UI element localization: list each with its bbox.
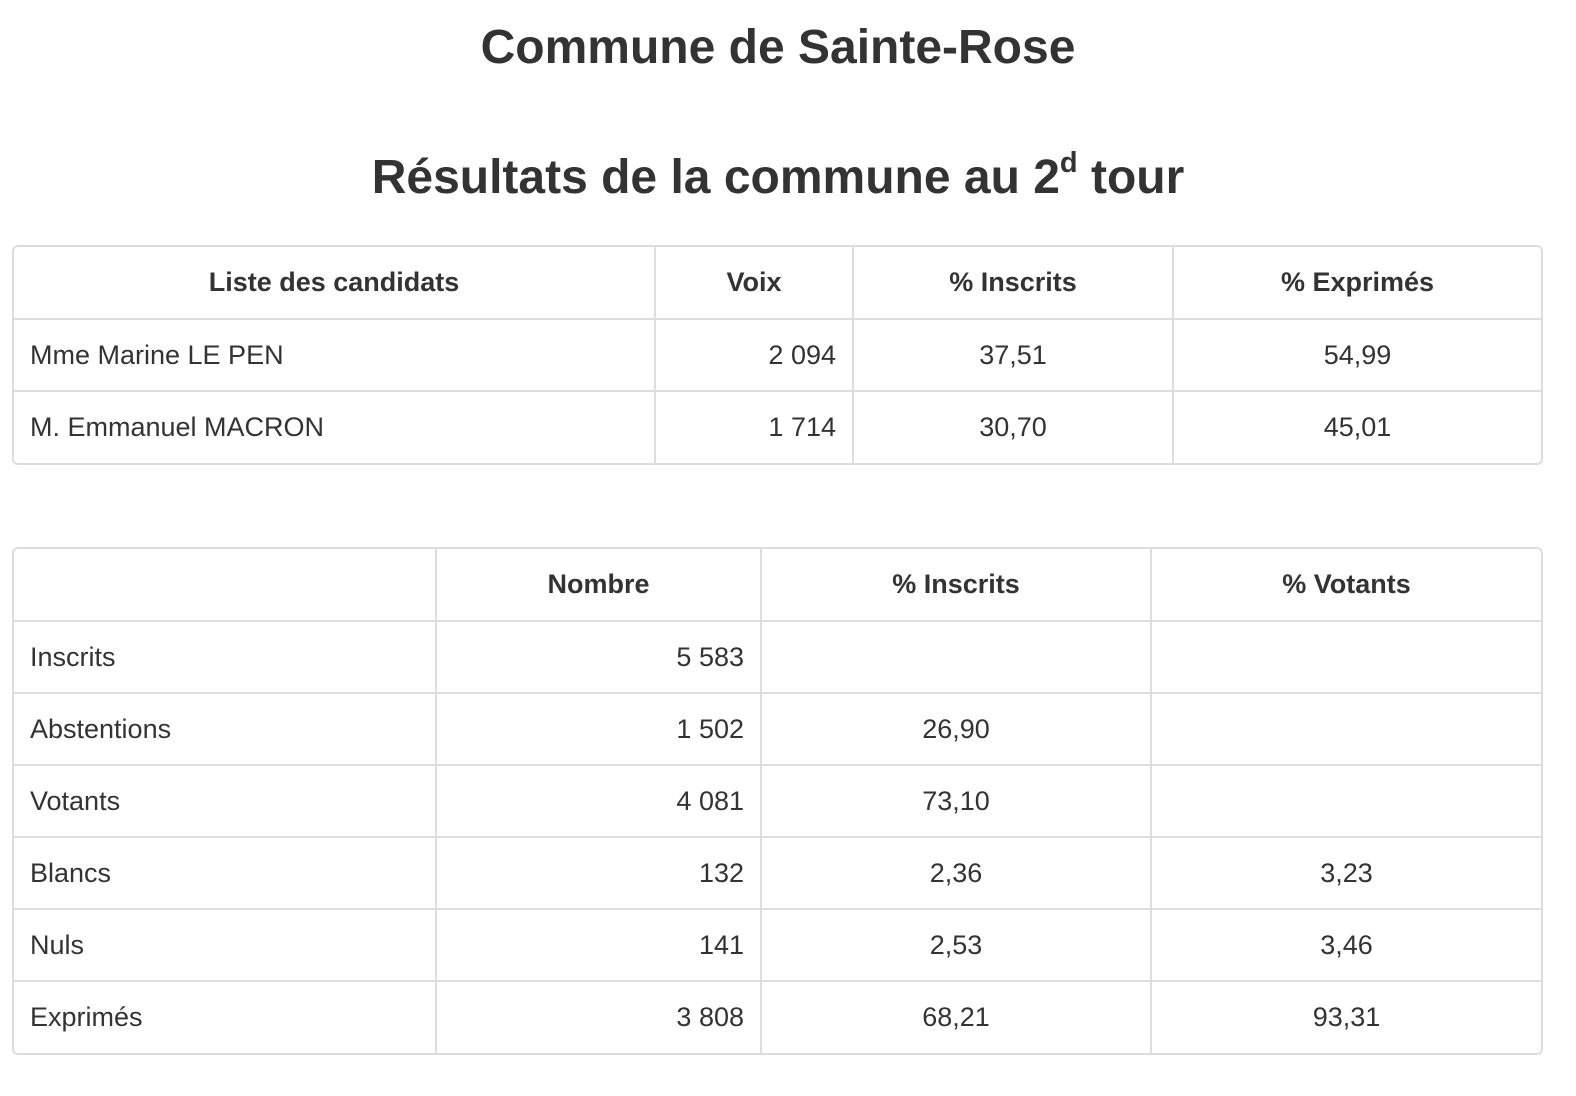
stat-pct-inscrits: 26,90 [761,693,1151,765]
stat-pct-votants [1151,693,1541,765]
stat-pct-inscrits: 2,36 [761,837,1151,909]
candidate-pct-inscrits: 37,51 [853,319,1173,391]
table-row [14,319,1541,391]
subtitle-end: tour [1077,151,1185,204]
column-header-pct-votants: % Votants [1151,549,1541,621]
subtitle-text: Résultats de la commune au 2 [371,151,1060,204]
table-row [14,693,1541,765]
page-title: Commune de Sainte-Rose [480,21,1076,74]
stat-pct-inscrits: 73,10 [761,765,1151,837]
stat-nombre: 3 808 [436,981,761,1053]
column-header-candidates: Liste des candidats [14,247,655,319]
stat-pct-inscrits [761,621,1151,693]
candidate-name: Mme Marine LE PEN [14,319,655,391]
stat-label: Votants [14,765,436,837]
table-row [14,909,1541,981]
table-row [14,981,1541,1053]
candidate-pct-exprimes: 45,01 [1323,412,1392,442]
stat-label: Inscrits [14,621,436,693]
table-row [14,391,1541,463]
stat-pct-inscrits: 68,21 [761,981,1151,1053]
candidate-voix: 2 094 [655,319,853,391]
column-header-pct-inscrits: % Inscrits [761,549,1151,621]
stat-pct-inscrits: 2,53 [761,909,1151,981]
column-header-voix: Voix [655,247,853,319]
column-header-pct-inscrits: % Inscrits [853,247,1173,319]
stat-nombre: 5 583 [436,621,761,693]
table-row [14,621,1541,693]
column-header-empty [14,549,436,621]
stat-nombre: 1 502 [436,693,761,765]
candidate-name: M. Emmanuel MACRON [14,391,655,463]
stat-pct-votants: 3,46 [1151,909,1541,981]
candidates-table [12,245,1543,465]
stat-label: Blancs [14,837,436,909]
stats-table [12,547,1543,1055]
stat-pct-votants [1151,621,1541,693]
table-header-row [14,247,1541,319]
page-subtitle [0,139,1556,206]
column-header-pct-exprimes: % Exprimés [1173,247,1541,319]
stat-label: Nuls [14,909,436,981]
stat-label: Abstentions [14,693,436,765]
table-row [14,837,1541,909]
stat-pct-votants [1151,765,1541,837]
stat-nombre: 132 [436,837,761,909]
candidate-pct-exprimes: 54,99 [1173,319,1541,391]
table-header-row [14,549,1541,621]
stat-nombre: 4 081 [436,765,761,837]
candidate-voix: 1 714 [655,391,853,463]
subtitle-superscript: d [1059,147,1078,179]
column-header-nombre: Nombre [436,549,761,621]
stat-label: Exprimés [14,981,436,1053]
table-row [14,765,1541,837]
candidate-pct-inscrits: 30,70 [853,391,1173,463]
stat-pct-votants: 3,23 [1151,837,1541,909]
stat-pct-votants: 93,31 [1312,1002,1381,1032]
stat-nombre: 141 [436,909,761,981]
